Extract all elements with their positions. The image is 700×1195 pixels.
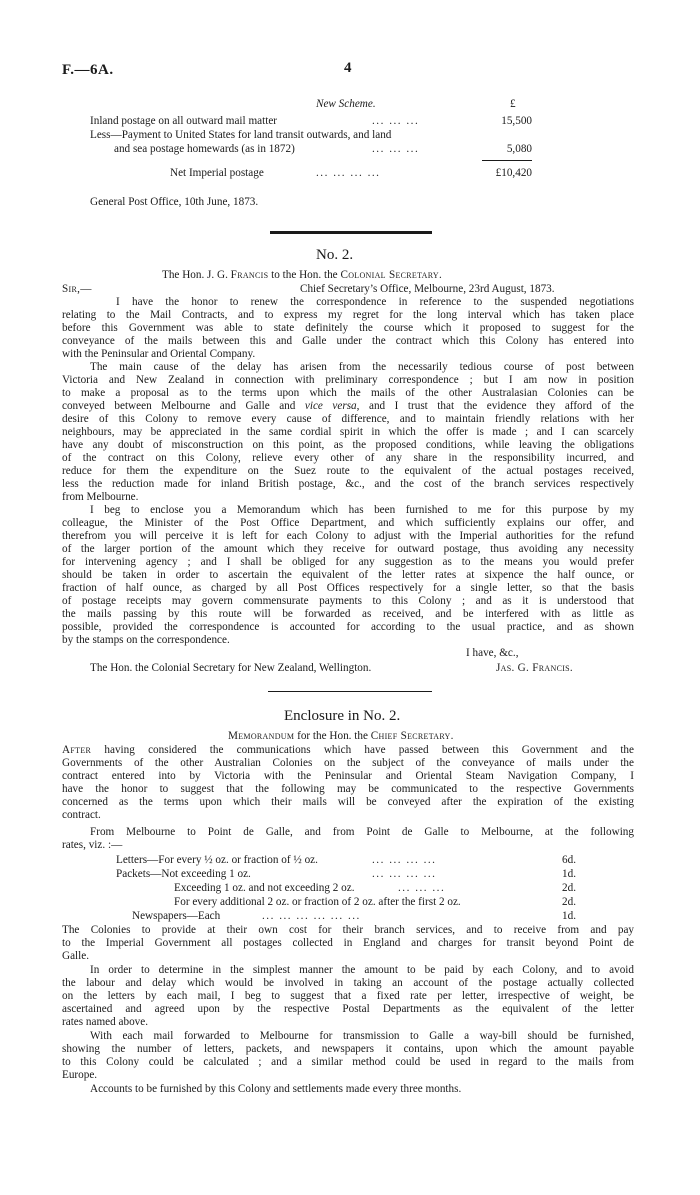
para-line: of postage receipts may govern commensurate payments to this Colony ; and as it is understood that bbox=[62, 595, 634, 607]
rate-leader: ... ... ... ... ... ... bbox=[262, 910, 361, 922]
enclosure-heading: Enclosure in No. 2. bbox=[284, 708, 401, 724]
scheme-sign-off: General Post Office, 10th June, 1873. bbox=[90, 196, 259, 208]
para-line: of the larger portion of the amount which they receive for outward postage, thus avoiding any necessity bbox=[62, 543, 634, 555]
rate-label: Exceeding 1 oz. and not exceeding 2 oz. bbox=[174, 882, 355, 894]
rate-label: Packets—Not exceeding 1 oz. bbox=[116, 868, 251, 880]
para-line: In order to determine in the simplest manner the amount to be paid by each Colony, and to avoid bbox=[90, 964, 634, 976]
net-postage-value: £10,420 bbox=[495, 167, 532, 179]
para-line: Europe. bbox=[62, 1069, 98, 1081]
scheme-title: New Scheme. bbox=[316, 98, 376, 110]
para-line: therefrom you will perceive it is left for each Colony to adjust with the Imperial authorities for the refund bbox=[62, 530, 634, 542]
letter-subtitle: The Hon. J. G. Francis to the Hon. the Colonial Secretary. bbox=[162, 269, 443, 281]
para-line: for intervening agency ; and I shall be obliged for any suggestion as to the means you would prefer bbox=[62, 556, 634, 568]
para-line: with the Peninsular and Oriental Company. bbox=[62, 348, 256, 360]
para-line: reduce for them the expenditure on the Suez route to the equivalent of the actual postages received, bbox=[62, 465, 634, 477]
para-line: to make a proposal as to the terms upon which the mails of the other Australasian Colonies can be bbox=[62, 387, 634, 399]
net-postage-leader: ... ... ... ... bbox=[316, 167, 381, 179]
scheme-row-label: Inland postage on all outward mail matter bbox=[90, 115, 278, 127]
rate-value: 2d. bbox=[562, 882, 576, 894]
para-line: have the honor to suggest that the following may be communicated to the respective Governments bbox=[62, 783, 634, 795]
net-postage-label: Net Imperial postage bbox=[170, 167, 264, 179]
para-line: I have the honor to renew the correspondence in reference to the suspended negotiations bbox=[116, 296, 634, 308]
para-line: fraction of half ounce, as charged by all Post Offices respectively for a single letter, so that the basis bbox=[62, 582, 634, 594]
para-line: on the letters by each mail, I beg to suggest that a fixed rate per letter, irrespective of weight, be bbox=[62, 990, 634, 1002]
para-line: conveyed between Melbourne and Galle and vice versa, and I trust that the evidence they afford of the bbox=[62, 400, 634, 412]
scheme-row-leader: ... ... ... bbox=[372, 143, 420, 155]
para-line: From Melbourne to Point de Galle, and from Point de Galle to Melbourne, at the following bbox=[90, 826, 634, 838]
rate-value: 6d. bbox=[562, 854, 576, 866]
para-line: Accounts to be furnished by this Colony and settlements made every three months. bbox=[90, 1083, 462, 1095]
para-line: before this Government was able to state definitely the course which it proposed to suggest for the bbox=[62, 322, 634, 334]
scheme-row-leader: ... ... ... bbox=[372, 115, 420, 127]
dateline: Chief Secretary’s Office, Melbourne, 23rd August, 1873. bbox=[300, 283, 555, 295]
scheme-row-label: Less—Payment to United States for land transit outwards, and land bbox=[90, 129, 392, 141]
para-line: The Colonies to provide at their own cost for their branch services, and to receive from and pay bbox=[62, 924, 634, 936]
para-line: conveyance of the mails between this and Galle under the contract which this Colony has entered into bbox=[62, 335, 634, 347]
letter-closing: I have, &c., bbox=[466, 647, 519, 659]
para-line: The main cause of the delay has arisen from the necessarily tedious course of post between bbox=[90, 361, 634, 373]
para-line: desire of this Colony to remove every cause of difference, and to maintain friendly relations with her bbox=[62, 413, 634, 425]
para-line: neighbours, may be appreciated in the same cordial spirit in which the offer is made ; and I can scarcely bbox=[62, 426, 634, 438]
rate-leader: ... ... ... bbox=[398, 882, 446, 894]
para-line: to this Colony could be calculated ; and a similar method could be used in regard to the mails from bbox=[62, 1056, 634, 1068]
para-line: from Melbourne. bbox=[62, 491, 139, 503]
para-line: rates named above. bbox=[62, 1016, 149, 1028]
section-divider bbox=[268, 691, 432, 692]
para-line: Governments of the other Australian Colonies on the subject of the conveyance of mails under the bbox=[62, 757, 634, 769]
document-code: F.—6A. bbox=[62, 62, 114, 78]
section-heading: No. 2. bbox=[316, 247, 354, 263]
para-line: After having considered the communications which have passed between this Government and the bbox=[62, 744, 634, 756]
para-line: contract. bbox=[62, 809, 101, 821]
para-line: Galle. bbox=[62, 950, 90, 962]
rate-value: 1d. bbox=[562, 868, 576, 880]
para-line: the labour and delay which would be involved in taking an account of the postage actually collected bbox=[62, 977, 634, 989]
para-line: should be taken in order to ascertain the equivalent of the letter rates at sixpence the half ounce, or bbox=[62, 569, 634, 581]
para-line: With each mail forwarded to Melbourne for transmission to Galle a way-bill should be furnished, bbox=[90, 1030, 634, 1042]
para-line: rates, viz. :— bbox=[62, 839, 123, 851]
para-line: ascertained and agreed upon by the respective Postal Departments as the equivalent of the letter bbox=[62, 1003, 634, 1015]
para-line: relating to the Mail Contracts, and to express my regret for the long interval which has taken place bbox=[62, 309, 634, 321]
para-line: Victoria and New Zealand in connection with preliminary correspondence ; but I am now in position bbox=[62, 374, 634, 386]
rate-value: 1d. bbox=[562, 910, 576, 922]
scheme-row-label: and sea postage homewards (as in 1872) bbox=[114, 143, 295, 155]
currency-header: £ bbox=[510, 98, 516, 110]
section-divider bbox=[270, 231, 432, 234]
para-line: showing the number of letters, packets, and newspapers it contains, upon which the amount payable bbox=[62, 1043, 634, 1055]
rate-leader: ... ... ... ... bbox=[372, 868, 437, 880]
scheme-row-value: 15,500 bbox=[501, 115, 532, 127]
para-line: have any doubt of misconstruction on this point, as the proposed conditions, while leaving the obligations bbox=[62, 439, 634, 451]
para-line: I beg to enclose you a Memorandum which has been furnished to me for this purpose by my bbox=[90, 504, 634, 516]
rate-value: 2d. bbox=[562, 896, 576, 908]
para-line: by the stamps on the correspondence. bbox=[62, 634, 230, 646]
scheme-row-value: 5,080 bbox=[506, 143, 532, 155]
page-number: 4 bbox=[344, 60, 352, 76]
letter-signature: Jas. G. Francis. bbox=[496, 662, 574, 674]
para-line: possible, provided the correspondence is accounted for according to the usual practice, and as shown bbox=[62, 621, 634, 633]
para-line: of the contract on this Colony, relieve every other of any share in the responsibility incurred, and bbox=[62, 452, 634, 464]
rate-label: Letters—For every ½ oz. or fraction of ½ oz. bbox=[116, 854, 318, 866]
para-line: to the Imperial Government all postages collected in England and charges for transit beyond Point de bbox=[62, 937, 634, 949]
memo-subtitle: Memorandum for the Hon. the Chief Secretary. bbox=[228, 730, 454, 742]
letter-addressee: The Hon. the Colonial Secretary for New Zealand, Wellington. bbox=[90, 662, 372, 674]
para-line: colleague, the Minister of the Post Office Department, and which sufficiently explains our offer, and bbox=[62, 517, 634, 529]
total-rule bbox=[482, 160, 532, 161]
para-line: less the reduction made for inland British postage, &c., and the cost of the branch services respectively bbox=[62, 478, 634, 490]
rate-leader: ... ... ... ... bbox=[372, 854, 437, 866]
para-line: contract entered into by Victoria with the Peninsular and Oriental Steam Navigation Company, I bbox=[62, 770, 634, 782]
italic-phrase: vice versa bbox=[304, 400, 357, 412]
rate-label: Newspapers—Each bbox=[132, 910, 221, 922]
para-line: the mails passing by this route will be forwarded as received, and be interfered with as little as bbox=[62, 608, 634, 620]
para-line: concerned as the terms upon which their mails will be conveyed after the expiration of the existing bbox=[62, 796, 634, 808]
rate-label: For every additional 2 oz. or fraction of 2 oz. after the first 2 oz. bbox=[174, 896, 461, 908]
salutation: Sir,— bbox=[62, 283, 92, 295]
